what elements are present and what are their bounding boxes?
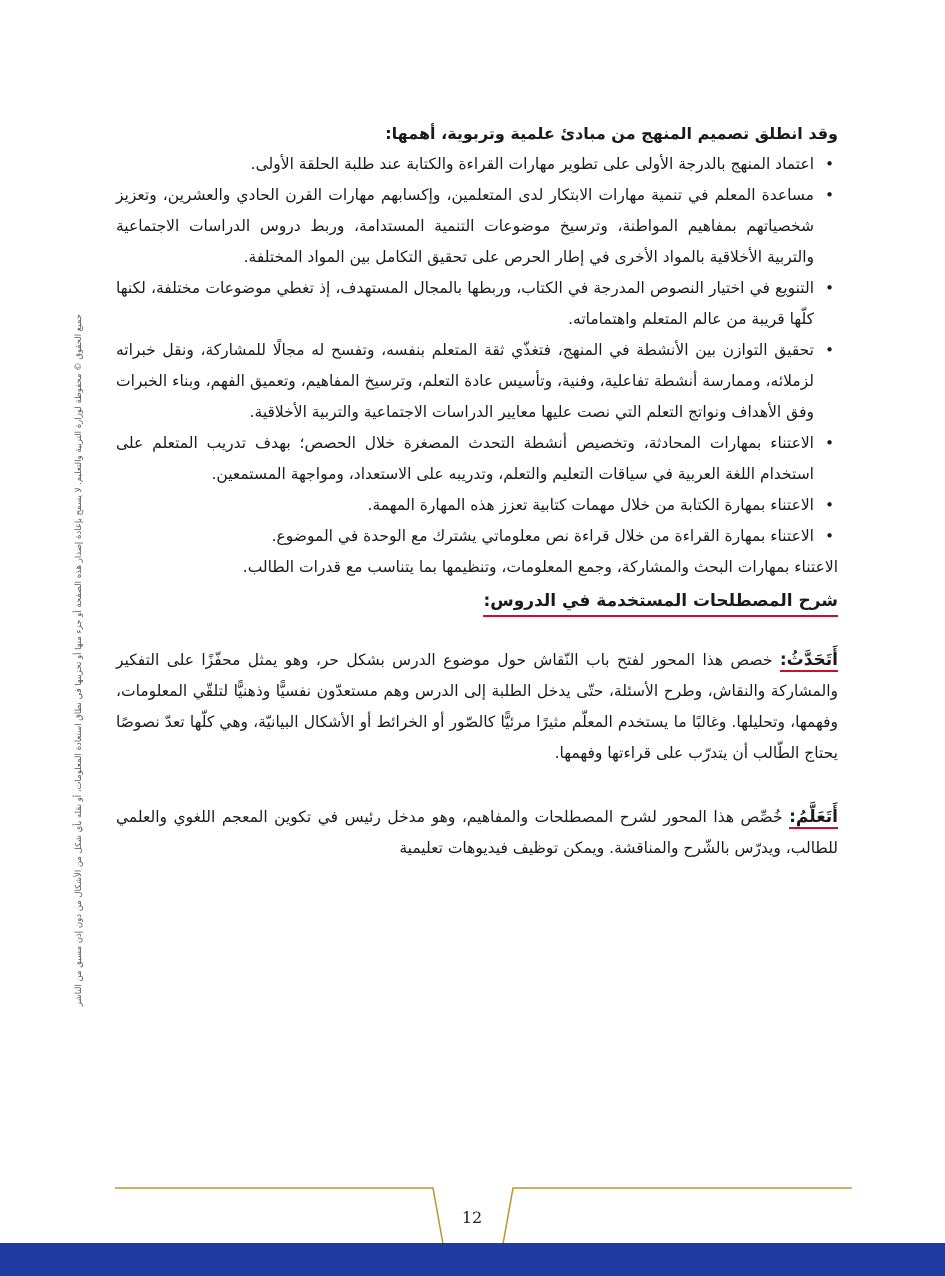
terms-section-title: شرح المصطلحات المستخدمة في الدروس: [483, 587, 838, 617]
page-content [116, 118, 838, 864]
copyright-side-note [56, 300, 102, 1020]
term-label: أَتَعَلَّمُ: [789, 807, 838, 827]
term-block-speak [116, 645, 838, 769]
list-item: • التنويع في اختيار النصوص المدرجة في الكتاب، وربطها بالمجال المستهدف، إذ تغطي موضوعات مختلفة، لكنها كلّها قريبة من عالم المتعلم واهتماماته. [116, 273, 838, 335]
intro-heading: وقد انطلق تصميم المنهج من مبادئ علمية وتربوية، أهمها: [385, 124, 838, 143]
list-item: • تحقيق التوازن بين الأنشطة في المنهج، فتغذّي ثقة المتعلم بنفسه، وتفسح له مجالًا للمشاركة، ونقل خبراته لزملائه، وممارسة أنشطة تفاعلية، وفنية، وتأسيس عادة التعلم، وترسيخ المفاهيم، وتعميق الفهم، وبناء الخبرات وفق الأهداف ونواتج التعلم التي نصت عليها معايير الدراسات الاجتماعية والتربية الأخلاقية. [116, 335, 838, 428]
page-number: 12 [461, 1208, 483, 1227]
list-item: • مساعدة المعلم في تنمية مهارات الابتكار لدى المتعلمين، وإكسابهم مهارات القرن الحادي والعشرين، وتعزيز شخصياتهم بمفاهيم المواطنة، وترسيخ موضوعات التنمية المستدامة، وربط دروس الدراسات الاجتماعية والتربية الأخلاقية بالمواد الأخرى في إطار الحرص على تحقيق التكامل بين المواد المختلفة. [116, 180, 838, 273]
list-item: • الاعتناء بمهارة الكتابة من خلال مهمات كتابية تعزز هذه المهارة المهمة. [116, 490, 838, 521]
principles-list [116, 149, 838, 552]
term-block-learn [116, 802, 838, 864]
list-item: • اعتماد المنهج بالدرجة الأولى على تطوير مهارات القراءة والكتابة عند طلبة الحلقة الأولى. [116, 149, 838, 180]
term-description: خُصِّص هذا المحور لشرح المصطلحات والمفاهيم، وهو مدخل رئيس في تكوين المعجم اللغوي والعلمي للطالب، ويدرّس بالشّرح والمناقشة. ويمكن توظيف فيديوهات تعليمية [116, 808, 838, 857]
footer-blue-band [0, 1243, 945, 1276]
copyright-text: جميع الحقوق © محفوظة لوزارة التربية والتعليم. لا يسمح بإعادة إصدار هذه الصفحة أو جزء منها أو تخزينها في نطاق استعادة المعلومات، أو نقله بأي شكل من الأشكال من دون إذن مسبق من الناشر [74, 313, 84, 1007]
closing-paragraph: الاعتناء بمهارات البحث والمشاركة، وجمع المعلومات، وتنظيمها بما يتناسب مع قدرات الطالب. [242, 558, 838, 576]
list-item: • الاعتناء بمهارة القراءة من خلال قراءة نص معلوماتي يشترك مع الوحدة في الموضوع. [116, 521, 838, 552]
list-item: • الاعتناء بمهارات المحادثة، وتخصيص أنشطة التحدث المصغرة خلال الحصص؛ بهدف تدريب المتعلم على استخدام اللغة العربية في سياقات التعليم والتعلم، وتدريبه على الاستعداد، ومواجهة المستمعين. [116, 428, 838, 490]
term-label: أَتَحَدَّثُ: [779, 650, 838, 670]
term-description: خصص هذا المحور لفتح باب النّقاش حول موضوع الدرس بشكل حر، وهو يمثل محفّزًا على التفكير والمشاركة والنقاش، وطرح الأسئلة، حتّى يدخل الطلبة إلى الدرس وهم مستعدّون نفسيًّا وذهنيًّا لتلقّي المعلومات، وفهمها، وتحليلها. وغالبًا ما يستخدم المعلّم مثيرًا مرئيًّا كالصّور أو الخرائط أو الأشكال البيانيّة، وهي كلّها تعدّ نصوصًا يحتاج الطّالب أن يتدرّب على قراءتها وفهمها. [116, 651, 838, 762]
footer-decoration [0, 1180, 945, 1276]
